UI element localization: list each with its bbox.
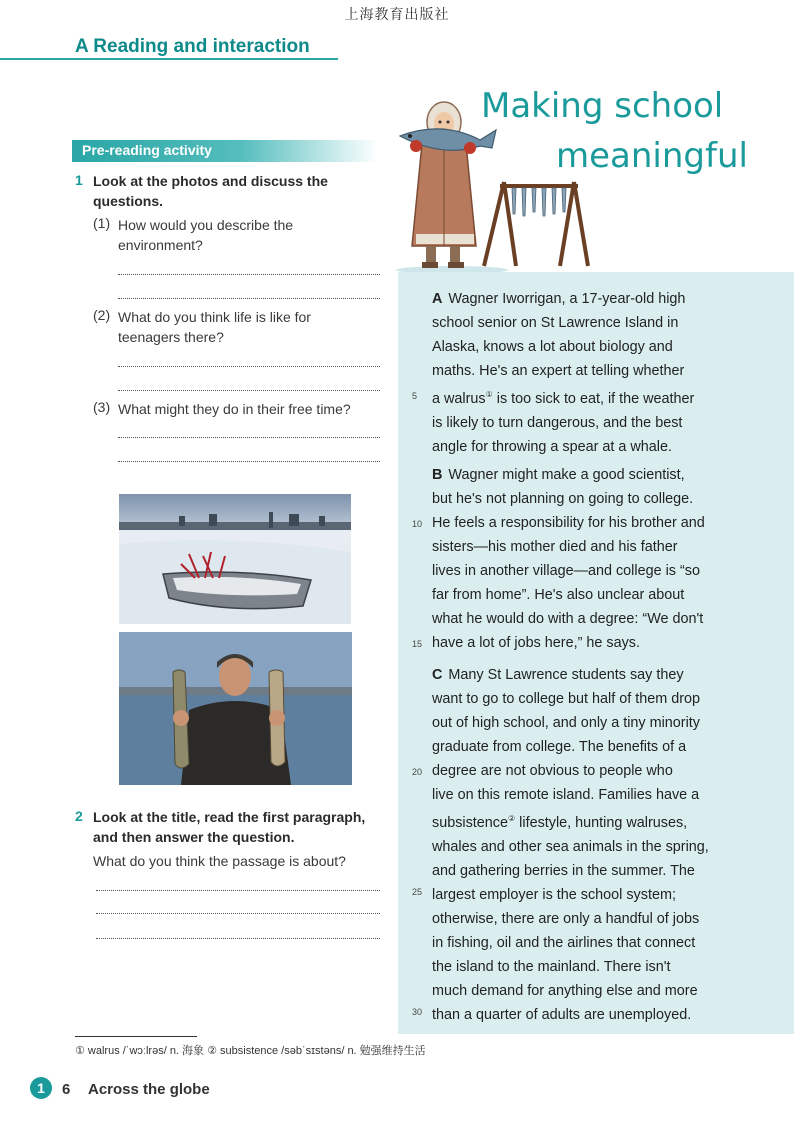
subq-1-line2: environment?: [118, 237, 203, 253]
answer-line[interactable]: [96, 890, 380, 891]
answer-line[interactable]: [96, 913, 380, 914]
answer-line[interactable]: [96, 938, 380, 939]
line-number: 30: [412, 1007, 423, 1017]
answer-line[interactable]: [118, 390, 380, 391]
paragraph-label: C: [432, 667, 443, 683]
footnote-marker[interactable]: ②: [508, 814, 516, 823]
subq-3-number: (3): [93, 399, 111, 415]
answer-line[interactable]: [118, 461, 380, 462]
page-number: 6: [62, 1081, 71, 1098]
line-number: 10: [412, 519, 423, 529]
line-number: 5: [412, 391, 418, 401]
line-number: 20: [412, 767, 423, 777]
paragraph-c: C Many St Lawrence students say they want to go to college but half of them drop out of high school, and only a tiny minority graduate from college. The benefits of a degree are not obvious to people who live on this remote island. Families have a subsistence② lifestyle, hunting walruses, whales and other sea animals in the spring, and gathering berries in the summer. The largest employer is the school system; otherwise, there are only a handful of jobs in fishing, oil and the airlines that connect the island to the mainland. There isn't much demand for anything else and more than a quarter of adults are unemployed.: [432, 667, 709, 1023]
question-2-sub: What do you think the passage is about?: [93, 853, 346, 869]
footnote-rule: [75, 1036, 197, 1037]
footnote-marker[interactable]: ①: [485, 390, 493, 399]
unit-title: Across the globe: [88, 1081, 210, 1098]
question-2-line1: Look at the title, read the first paragraph,: [93, 809, 366, 825]
question-1-number: 1: [75, 172, 83, 188]
pre-reading-label: Pre-reading activity: [82, 142, 212, 158]
question-1-line2: questions.: [93, 193, 164, 209]
man-holding-fish-photo: [119, 632, 352, 785]
question-2-line2: and then answer the question.: [93, 829, 295, 845]
article-title-line2: meaningful: [556, 136, 748, 176]
answer-line[interactable]: [118, 298, 380, 299]
pre-reading-band: [72, 140, 378, 162]
question-1-line1: Look at the photos and discuss the: [93, 173, 328, 189]
subq-2-line1: What do you think life is like for: [118, 309, 311, 325]
unit-badge: 1: [30, 1077, 52, 1099]
line-number: 15: [412, 639, 423, 649]
paragraph-label: B: [432, 467, 443, 483]
paragraph-label: A: [432, 291, 443, 307]
line-number: 25: [412, 887, 423, 897]
paragraph-a: A Wagner Iworrigan, a 17-year-old high school senior on St Lawrence Island in Alaska, knows a lot about biology and maths. He's an expert at telling whether a walrus① is too sick to eat, if the weather is likely to turn dangerous, and the best angle for throwing a spear at a whale.: [432, 291, 695, 455]
subq-1-line1: How would you describe the: [118, 217, 294, 233]
section-rule: [0, 58, 338, 60]
paragraph-b: B Wagner might make a good scientist, but he's not planning on going to college. He feels a responsibility for his brother and sisters—his mother died and his father lives in another village—and college is “so far from home”. He's also unclear about what he would do with a degree: “We don't have a lot of jobs here,” he says.: [432, 467, 705, 651]
section-heading: A Reading and interaction: [75, 36, 310, 57]
subq-2-line2: teenagers there?: [118, 329, 224, 345]
answer-line[interactable]: [118, 437, 380, 438]
answer-line[interactable]: [118, 366, 380, 367]
subq-1-number: (1): [93, 215, 111, 231]
snowy-boat-photo: [119, 494, 351, 624]
article-title-line1: Making school: [481, 86, 724, 126]
footnote: ① walrus /ˈwɔːlrəs/ n. 海象 ② subsistence /səbˈsɪstəns/ n. 勉强维持生活: [75, 1045, 426, 1057]
publisher-header: 上海教育出版社: [344, 7, 450, 23]
subq-3-line1: What might they do in their free time?: [118, 401, 351, 417]
question-2-number: 2: [75, 808, 83, 824]
subq-2-number: (2): [93, 307, 111, 323]
answer-line[interactable]: [118, 274, 380, 275]
